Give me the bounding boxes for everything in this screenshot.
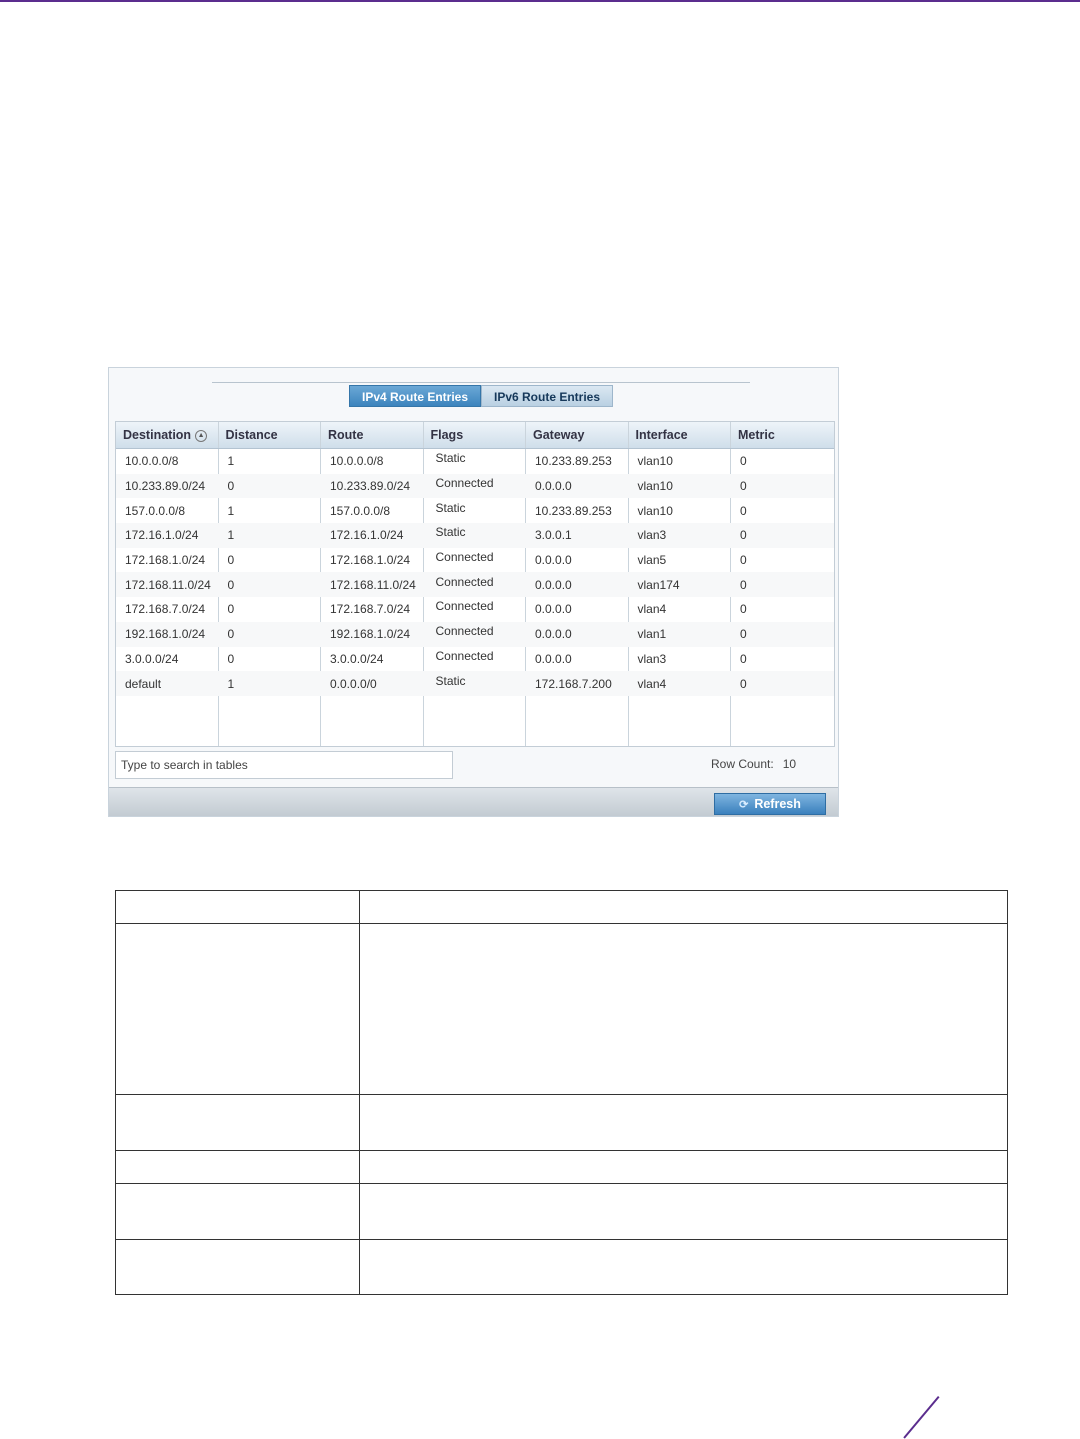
table-cell-flags: Connected (435, 476, 494, 491)
table-cell-flags: Connected (435, 648, 494, 663)
table-cell-interface: vlan3 (637, 528, 667, 543)
table-cell-interface: vlan5 (637, 553, 667, 568)
search-input[interactable]: Type to search in tables (115, 751, 453, 779)
table-rows (116, 449, 834, 696)
column-header-flags[interactable]: Flags (424, 422, 527, 448)
table-cell-distance: 0 (227, 651, 235, 666)
table-cell-destination: 172.168.7.0/24 (125, 602, 206, 617)
table-row (116, 1151, 1008, 1184)
tab-ipv4-route-entries[interactable]: IPv4 Route Entries (349, 385, 481, 407)
row-count-label: Row Count: (711, 757, 774, 771)
table-cell-route: 172.168.1.0/24 (330, 553, 411, 568)
table-row[interactable] (116, 548, 834, 573)
table-cell-distance: 1 (227, 454, 235, 469)
column-header-route[interactable]: Route (321, 422, 424, 448)
table-row[interactable] (116, 622, 834, 647)
table-cell-destination: 10.0.0.0/8 (125, 454, 179, 469)
table-cell-metric: 0 (740, 577, 747, 592)
column-header-metric[interactable]: Metric (738, 428, 775, 442)
table-row[interactable] (116, 597, 834, 622)
panel-footer (109, 787, 838, 816)
column-header-destination[interactable]: Destination ▲ (116, 422, 219, 448)
table-cell-interface: vlan10 (637, 503, 673, 518)
table-cell-interface: vlan174 (637, 577, 680, 592)
table-row (116, 1184, 1008, 1240)
table-body (116, 449, 834, 747)
table-row[interactable] (116, 449, 834, 474)
column-header-distance[interactable]: Distance (219, 422, 322, 448)
table-cell-distance: 1 (227, 528, 235, 543)
table-row (116, 924, 1008, 1095)
table-cell-flags: Connected (435, 550, 494, 565)
table-cell-route: 172.16.1.0/24 (330, 528, 404, 543)
table-cell-interface: vlan4 (637, 676, 667, 691)
table-cell-gateway: 172.168.7.200 (535, 676, 612, 691)
table-cell-interface: vlan4 (637, 602, 667, 617)
table-cell-route: 172.168.7.0/24 (330, 602, 411, 617)
route-table (115, 421, 835, 747)
description-table (115, 890, 1008, 1295)
top-accent-rule (0, 0, 1080, 2)
table-cell-interface: vlan10 (637, 479, 673, 494)
table-cell-distance: 0 (227, 602, 235, 617)
table-row[interactable] (116, 671, 834, 696)
table-row[interactable] (116, 474, 834, 499)
table-cell-flags: Static (435, 525, 466, 540)
table-cell-flags: Connected (435, 599, 494, 614)
table-cell-metric: 0 (740, 651, 747, 666)
table-cell-gateway: 0.0.0.0 (535, 577, 572, 592)
table-row (116, 891, 1008, 924)
refresh-button[interactable]: ⟳ Refresh (714, 793, 826, 815)
sort-ascending-icon[interactable]: ▲ (195, 430, 207, 442)
table-cell-route: 0.0.0.0/0 (330, 676, 377, 691)
table-cell-distance: 1 (227, 503, 235, 518)
table-cell-destination: 157.0.0.0/8 (125, 503, 186, 518)
table-cell-flags: Connected (435, 574, 494, 589)
tab-ipv6-route-entries[interactable]: IPv6 Route Entries (481, 385, 613, 407)
route-entries-panel (108, 367, 839, 817)
table-cell-route: 172.168.11.0/24 (330, 577, 416, 592)
row-count (711, 757, 796, 771)
column-header-interface[interactable]: Interface (629, 422, 732, 448)
table-cell-distance: 0 (227, 553, 235, 568)
table-cell-metric: 0 (740, 454, 747, 469)
table-cell-interface: vlan1 (637, 627, 667, 642)
table-cell-flags: Static (435, 500, 466, 515)
table-cell-flags: Connected (435, 624, 494, 639)
table-cell-gateway: 3.0.0.1 (535, 528, 572, 543)
table-cell-flags: Static (435, 451, 466, 466)
table-cell-distance: 0 (227, 577, 235, 592)
table-cell-metric: 0 (740, 528, 747, 543)
table-cell-gateway: 0.0.0.0 (535, 602, 572, 617)
table-cell-flags: Static (435, 673, 466, 688)
table-cell-interface: vlan10 (637, 454, 673, 469)
table-row (116, 1240, 1008, 1295)
table-cell-metric: 0 (740, 503, 747, 518)
table-cell-destination: 10.233.89.0/24 (125, 479, 206, 494)
table-cell-route: 3.0.0.0/24 (330, 651, 384, 666)
table-cell-destination: 172.168.11.0/24 (125, 577, 211, 592)
table-header (116, 422, 834, 449)
table-cell-interface: vlan3 (637, 651, 667, 666)
table-cell-destination: default (125, 676, 162, 691)
table-cell-metric: 0 (740, 676, 747, 691)
table-cell-distance: 0 (227, 479, 235, 494)
table-cell-gateway: 10.233.89.253 (535, 454, 612, 469)
table-cell-gateway: 0.0.0.0 (535, 479, 572, 494)
table-cell-route: 10.0.0.0/8 (330, 454, 384, 469)
table-cell-metric: 0 (740, 627, 747, 642)
table-cell-gateway: 0.0.0.0 (535, 627, 572, 642)
table-cell-metric: 0 (740, 479, 747, 494)
table-cell-distance: 1 (227, 676, 235, 691)
table-cell-destination: 172.16.1.0/24 (125, 528, 199, 543)
table-cell-gateway: 0.0.0.0 (535, 553, 572, 568)
column-header-gateway[interactable]: Gateway (526, 422, 629, 448)
table-cell-route: 192.168.1.0/24 (330, 627, 411, 642)
table-cell-destination: 192.168.1.0/24 (125, 627, 206, 642)
table-cell-route: 157.0.0.0/8 (330, 503, 391, 518)
page-corner-slash (903, 1396, 939, 1439)
row-count-value: 10 (782, 757, 797, 771)
table-cell-gateway: 10.233.89.253 (535, 503, 612, 518)
table-row[interactable] (116, 498, 834, 523)
table-cell-destination: 172.168.1.0/24 (125, 553, 206, 568)
table-cell-gateway: 0.0.0.0 (535, 651, 572, 666)
table-row[interactable] (116, 572, 834, 597)
table-row[interactable] (116, 523, 834, 548)
table-row (116, 1095, 1008, 1151)
tab-divider (212, 382, 750, 383)
refresh-icon: ⟳ (739, 799, 749, 811)
table-cell-distance: 0 (227, 627, 235, 642)
table-cell-metric: 0 (740, 553, 747, 568)
table-cell-metric: 0 (740, 602, 747, 617)
table-row[interactable] (116, 647, 834, 672)
table-cell-route: 10.233.89.0/24 (330, 479, 411, 494)
table-cell-destination: 3.0.0.0/24 (125, 651, 179, 666)
